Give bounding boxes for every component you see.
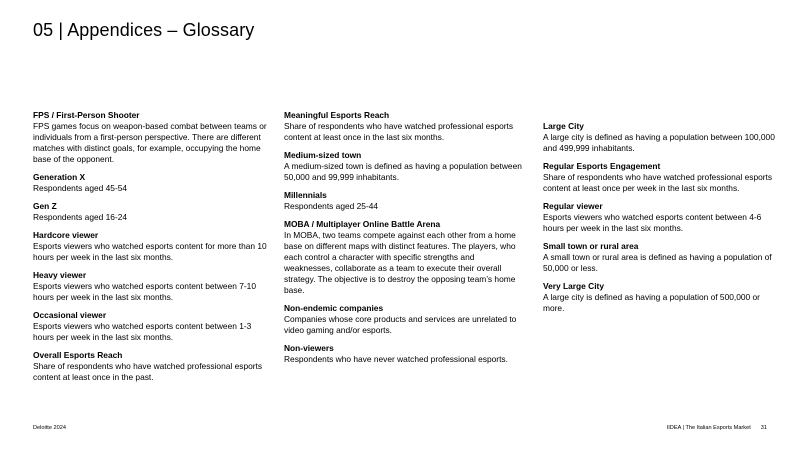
glossary-term: Very Large City [543, 281, 604, 291]
glossary-term: Generation X [33, 172, 86, 182]
glossary-definition: A medium-sized town is defined as having a population between 50,000 and 99,999 inhabitants. [284, 161, 522, 182]
footer-right [667, 425, 767, 431]
glossary-definition: Share of respondents who have watched professional esports content at least once per week in the last six months. [543, 172, 773, 193]
glossary-definition: A large city is defined as having a population of 500,000 or more. [543, 292, 760, 313]
glossary-entry [33, 110, 273, 165]
glossary-term: Small town or rural area [543, 241, 639, 251]
glossary-term: Non-viewers [284, 343, 334, 353]
page-number: 31 [760, 425, 767, 431]
glossary-entry [33, 310, 273, 343]
glossary-entry [33, 201, 273, 223]
glossary-entry [284, 303, 524, 336]
glossary-definition: Respondents who have never watched professional esports. [284, 354, 508, 364]
glossary-entry [284, 190, 524, 212]
glossary-definition: A large city is defined as having a population between 100,000 and 499,999 inhabitants. [543, 132, 775, 153]
glossary-entry [33, 230, 273, 263]
glossary-definition: In MOBA, two teams compete against each other from a home base on different maps with distinct features. The players, who each control a character with specific strengths and weaknesses, collaborate as a team to execute their overall strategy. The objective is to destroy the opposing team’s home base. [284, 230, 516, 295]
glossary-column-2 [284, 110, 524, 372]
glossary-entry [284, 110, 524, 143]
glossary-entry [33, 350, 273, 383]
glossary-definition: Respondents aged 16-24 [33, 212, 128, 222]
glossary-term: FPS / First-Person Shooter [33, 110, 140, 120]
glossary-entry [284, 343, 524, 365]
glossary-column-1 [33, 110, 273, 390]
glossary-entry [543, 201, 783, 234]
glossary-term: Meaningful Esports Reach [284, 110, 390, 120]
glossary-entry [284, 219, 524, 296]
glossary-definition: Share of respondents who have watched professional esports content at least once in the last six months. [284, 121, 514, 142]
glossary-term: Millennials [284, 190, 327, 200]
glossary-term: Overall Esports Reach [33, 350, 123, 360]
glossary-definition: Esports viewers who watched esports content between 1-3 hours per week in the last six months. [33, 321, 252, 342]
glossary-term: Heavy viewer [33, 270, 87, 280]
glossary-entry [33, 172, 273, 194]
page-title: 05 | Appendices – Glossary [33, 20, 255, 40]
glossary-definition: Share of respondents who have watched professional esports content at least once in the past. [33, 361, 263, 382]
glossary-column-3 [543, 121, 783, 321]
glossary-term: MOBA / Multiplayer Online Battle Arena [284, 219, 441, 229]
glossary-term: Regular Esports Engagement [543, 161, 661, 171]
glossary-definition: Respondents aged 45-54 [33, 183, 128, 193]
glossary-definition: Esports viewers who watched esports content for more than 10 hours per week in the last six months. [33, 241, 267, 262]
glossary-term: Large City [543, 121, 584, 131]
glossary-term: Gen Z [33, 201, 57, 211]
glossary-definition: Esports viewers who watched esports content between 7-10 hours per week in the last six months. [33, 281, 256, 302]
glossary-term: Regular viewer [543, 201, 603, 211]
glossary-term: Hardcore viewer [33, 230, 99, 240]
glossary-definition: FPS games focus on weapon-based combat between teams or individuals from a first-person perspective. There are different matches with distinct goals, for example, occupying the home base of the opponent. [33, 121, 267, 164]
glossary-entry [543, 121, 783, 154]
glossary-term: Non-endemic companies [284, 303, 384, 313]
glossary-term: Occasional viewer [33, 310, 107, 320]
glossary-definition: A small town or rural area is defined as having a population of 50,000 or less. [543, 252, 772, 273]
glossary-entry [33, 270, 273, 303]
glossary-entry [543, 241, 783, 274]
glossary-definition: Esports viewers who watched esports content between 4-6 hours per week in the last six months. [543, 212, 762, 233]
glossary-definition: Companies whose core products and services are unrelated to video gaming and/or esports. [284, 314, 517, 335]
glossary-entry [543, 281, 783, 314]
footer-publication: IIDEA | The Italian Esports Market [666, 425, 751, 431]
glossary-entry [543, 161, 783, 194]
footer-source: Deloitte 2024 [33, 425, 66, 431]
glossary-entry [284, 150, 524, 183]
glossary-term: Medium-sized town [284, 150, 362, 160]
glossary-definition: Respondents aged 25-44 [284, 201, 379, 211]
